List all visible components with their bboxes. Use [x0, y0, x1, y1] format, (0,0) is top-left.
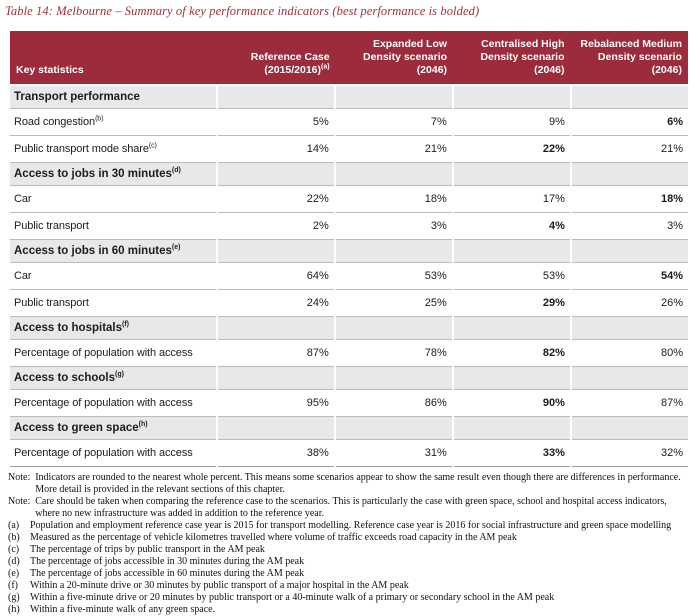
column-header-key-statistics — [10, 58, 218, 84]
value-cell: 80% — [572, 340, 688, 367]
note-line — [8, 556, 688, 568]
value-cell: 9% — [454, 109, 570, 136]
column-header-label: Reference Case (2015/2016) — [250, 50, 330, 76]
section-filler-cell — [572, 417, 688, 440]
section-filler-cell — [218, 317, 334, 340]
note-line — [8, 496, 688, 520]
value-cell-best: 54% — [572, 263, 688, 290]
section-filler-cell — [454, 317, 570, 340]
footnote-marker: (a) — [321, 63, 330, 71]
note-line — [8, 520, 688, 532]
note-line — [8, 532, 688, 544]
note-line — [8, 544, 688, 556]
row-label: Percentage of population with access — [10, 340, 216, 367]
section-label: Access to hospitals$^{(f)}$ — [10, 317, 216, 340]
section-row — [10, 163, 688, 186]
table-row — [10, 340, 688, 367]
note-text: Indicators are rounded to the nearest whole percent. This means some scenarios appear to show the same result even though there are differences in performance. More detail is provided in the relevant sections of this chapter. — [35, 472, 681, 495]
value-cell: 87% — [218, 340, 334, 367]
column-header-label: Key statistics — [16, 63, 84, 76]
value-cell-best: 90% — [454, 390, 570, 417]
value-cell: 3% — [336, 213, 452, 240]
value-cell-best: 4% — [454, 213, 570, 240]
footnotes — [8, 472, 688, 616]
value-cell-best: 29% — [454, 290, 570, 317]
table-row — [10, 109, 688, 136]
value-cell: 24% — [218, 290, 334, 317]
footnote-marker: (d) — [171, 167, 181, 175]
value-cell: 21% — [336, 136, 452, 163]
row-label: Public transport mode share$^{(c)}$ — [10, 136, 216, 163]
footnote-marker: (e) — [171, 244, 181, 252]
value-cell: 18% — [336, 186, 452, 213]
note-text: Measured as the percentage of vehicle kilometres travelled where volume of traffic exceeds road capacity in the AM peak — [30, 532, 517, 543]
value-cell: 7% — [336, 109, 452, 136]
section-filler-cell — [336, 417, 452, 440]
section-row — [10, 86, 688, 109]
value-cell: 64% — [218, 263, 334, 290]
value-cell-best: 82% — [454, 340, 570, 367]
section-filler-cell — [572, 163, 688, 186]
column-header-label: Centralised High Density scenario (2046) — [480, 37, 565, 76]
section-row — [10, 367, 688, 390]
section-filler-cell — [454, 367, 570, 390]
note-label: (b) — [8, 532, 20, 543]
value-cell: 17% — [454, 186, 570, 213]
section-filler-cell — [454, 86, 570, 109]
section-filler-cell — [336, 367, 452, 390]
table-row — [10, 440, 688, 467]
section-label: Access to jobs in 60 minutes$^{(e)}$ — [10, 240, 216, 263]
note-line — [8, 580, 688, 592]
section-filler-cell — [218, 240, 334, 263]
value-cell: 25% — [336, 290, 452, 317]
value-cell-best: 6% — [572, 109, 688, 136]
section-filler-cell — [336, 317, 452, 340]
footnote-marker: (f) — [122, 321, 130, 329]
section-row — [10, 417, 688, 440]
column-header-label: Expanded Low Density scenario (2046) — [363, 37, 448, 76]
note-line — [8, 592, 688, 604]
footnote-marker: (h) — [138, 421, 148, 429]
kpi-table — [10, 31, 688, 467]
value-cell: 21% — [572, 136, 688, 163]
note-label: Note: — [8, 496, 31, 507]
note-text: Population and employment reference case year is 2015 for transport modelling. Reference case year is 2016 for social infrastructure and green space modelling — [30, 520, 672, 531]
section-row — [10, 317, 688, 340]
note-text: Within a five-minute drive or 20 minutes by public transport or a 40-minute walk of a primary or secondary school in the AM peak — [30, 592, 555, 603]
note-text: The percentage of trips by public transport in the AM peak — [30, 544, 265, 555]
value-cell: 53% — [336, 263, 452, 290]
table-row — [10, 390, 688, 417]
table-row — [10, 213, 688, 240]
value-cell: 14% — [218, 136, 334, 163]
value-cell: 38% — [218, 440, 334, 467]
section-label: Access to green space$^{(h)}$ — [10, 417, 216, 440]
note-label: Note: — [8, 472, 31, 483]
kpi-table-body — [8, 86, 690, 467]
table-row — [10, 290, 688, 317]
value-cell: 2% — [218, 213, 334, 240]
section-filler-cell — [218, 86, 334, 109]
value-cell-best: 33% — [454, 440, 570, 467]
note-text: Within a five-minute walk of any green space. — [30, 604, 216, 615]
value-cell: 5% — [218, 109, 334, 136]
value-cell: 78% — [336, 340, 452, 367]
section-label: Access to schools$^{(g)}$ — [10, 367, 216, 390]
footnote-marker: (b) — [95, 115, 104, 123]
section-filler-cell — [218, 367, 334, 390]
section-filler-cell — [218, 417, 334, 440]
row-label: Public transport — [10, 290, 216, 317]
section-filler-cell — [336, 163, 452, 186]
value-cell: 53% — [454, 263, 570, 290]
value-cell-best: 18% — [572, 186, 688, 213]
section-filler-cell — [454, 163, 570, 186]
section-filler-cell — [454, 417, 570, 440]
table-row — [10, 186, 688, 213]
column-header-rebalanced-medium-density — [571, 32, 688, 84]
footnote-marker: (g) — [114, 371, 124, 379]
column-header-expanded-low-density — [336, 32, 453, 84]
note-line — [8, 604, 688, 616]
note-label: (a) — [8, 520, 20, 531]
value-cell: 31% — [336, 440, 452, 467]
note-line — [8, 568, 688, 580]
note-text: The percentage of jobs accessible in 60 minutes during the AM peak — [30, 568, 305, 579]
value-cell-best: 22% — [454, 136, 570, 163]
row-label: Car — [10, 263, 216, 290]
note-line — [8, 472, 688, 496]
row-label: Road congestion$^{(b)}$ — [10, 109, 216, 136]
table-header-row — [10, 31, 688, 84]
section-filler-cell — [218, 163, 334, 186]
table-caption: Table 14: Melbourne – Summary of key performance indicators (best performance is bolded) — [5, 4, 480, 18]
section-label: Access to jobs in 30 minutes$^{(d)}$ — [10, 163, 216, 186]
section-filler-cell — [454, 240, 570, 263]
value-cell: 87% — [572, 390, 688, 417]
row-label: Percentage of population with access — [10, 390, 216, 417]
note-label: (g) — [8, 592, 20, 603]
note-label: (h) — [8, 604, 20, 615]
section-filler-cell — [572, 317, 688, 340]
column-header-centralised-high-density — [453, 32, 570, 84]
note-text: The percentage of jobs accessible in 30 minutes during the AM peak — [30, 556, 305, 567]
section-filler-cell — [572, 367, 688, 390]
row-label: Public transport — [10, 213, 216, 240]
section-filler-cell — [336, 240, 452, 263]
value-cell: 95% — [218, 390, 334, 417]
table-row — [10, 263, 688, 290]
note-label: (c) — [8, 544, 20, 555]
value-cell: 86% — [336, 390, 452, 417]
value-cell: 3% — [572, 213, 688, 240]
value-cell: 26% — [572, 290, 688, 317]
column-header-reference-case — [218, 45, 335, 84]
footnote-marker: (c) — [148, 142, 157, 150]
row-label: Percentage of population with access — [10, 440, 216, 467]
value-cell: 32% — [572, 440, 688, 467]
table-row — [10, 136, 688, 163]
value-cell: 22% — [218, 186, 334, 213]
section-filler-cell — [336, 86, 452, 109]
row-label: Car — [10, 186, 216, 213]
column-header-label: Rebalanced Medium Density scenario (2046) — [580, 37, 682, 76]
section-filler-cell — [572, 86, 688, 109]
section-row — [10, 240, 688, 263]
note-label: (e) — [8, 568, 20, 579]
note-label: (f) — [8, 580, 18, 591]
note-text: Care should be taken when comparing the reference case to the scenarios. This is particularly the case with green space, school and hospital access indicators, where no new infrastructure was added in addition to the reference year. — [35, 496, 667, 519]
note-text: Within a 20-minute drive or 30 minutes by public transport of a major hospital in the AM peak — [30, 580, 409, 591]
note-label: (d) — [8, 556, 20, 567]
section-filler-cell — [572, 240, 688, 263]
section-label: Transport performance — [10, 86, 216, 109]
